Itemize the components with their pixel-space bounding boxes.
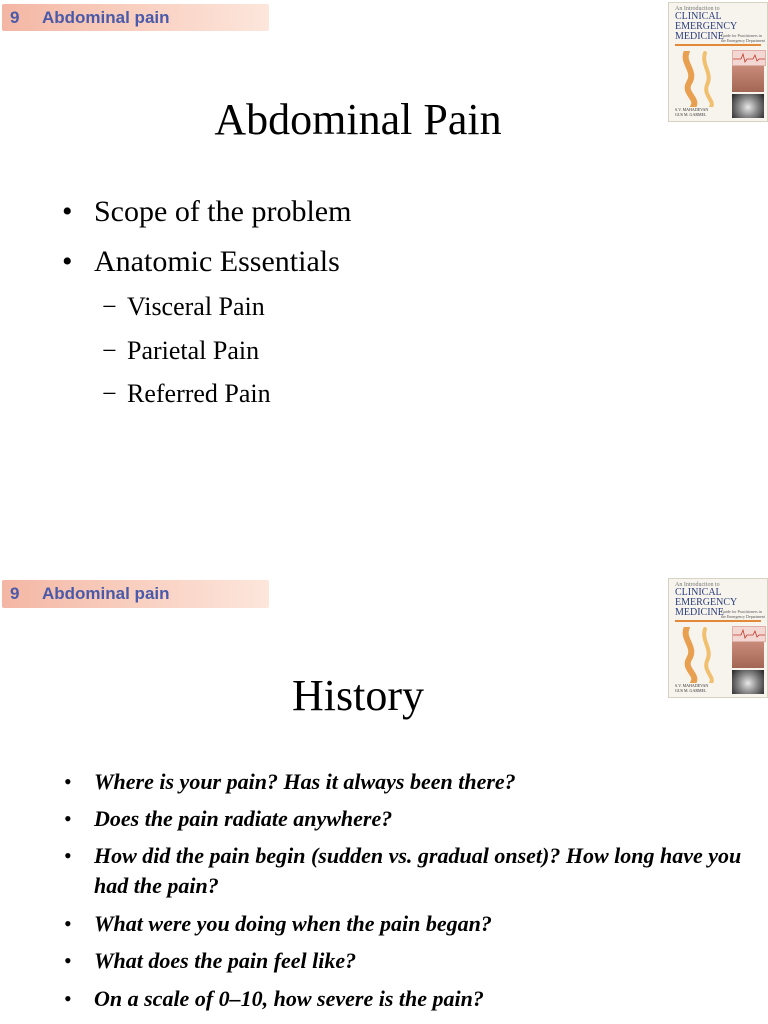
cover-intro: An Introduction to [675,582,720,588]
bullet-marker: • [64,911,72,936]
sub-bullet-text: Referred Pain [127,379,271,408]
sub-bullet-text: Parietal Pain [127,336,260,365]
question-text: Does the pain radiate anywhere? [94,806,393,831]
bullet-marker: • [64,948,72,973]
bullet-text: Scope of the problem [94,195,352,228]
cover-title-line-3: MEDICINE [675,607,724,618]
bullet-marker: • [62,195,73,228]
cover-subtitle: Guide for Practitioners in the Emergency Department [721,33,765,43]
slide-title: Abdominal Pain [214,95,502,144]
cover-authors: S.V. MAHADEVAN GUS M. GARMEL [675,683,709,693]
chapter-banner [2,4,269,31]
cover-title-line-1: CLINICAL [675,11,722,22]
slide-title: History [292,671,424,720]
cover-title-line-2: EMERGENCY [675,597,738,608]
chapter-number: 9 [10,8,20,27]
chest-xray-image [732,94,764,118]
slide-2 [0,512,768,1024]
ecg-illustration [732,50,766,66]
chest-xray-image [732,670,764,694]
dash-marker: − [102,379,117,408]
question-text: How did the pain begin (sudden vs. gradual onset)? How long have you had the pain? [94,843,742,898]
question-text: Where is your pain? Has it always been there? [94,769,516,794]
cover-divider [675,620,761,622]
cover-title-line-1: CLINICAL [675,587,722,598]
chapter-title: Abdominal pain [42,8,170,27]
bullet-marker: • [64,986,72,1011]
sub-bullet-text: Visceral Pain [127,292,265,321]
cover-divider [675,44,761,46]
bullet-marker: • [64,843,72,868]
question-text: What were you doing when the pain began? [94,911,492,936]
abdomen-photo [732,66,764,92]
dash-marker: − [102,336,117,365]
abdomen-photo [732,642,764,668]
ecg-illustration [732,626,766,642]
bullet-marker: • [64,769,72,794]
question-text: On a scale of 0–10, how severe is the pain? [94,986,484,1011]
chapter-number: 9 [10,584,20,603]
cover-authors: S.V. MAHADEVAN GUS M. GARMEL [675,107,709,117]
cover-title-line-2: EMERGENCY [675,21,738,32]
question-text: What does the pain feel like? [94,948,357,973]
cover-intro: An Introduction to [675,6,720,12]
cover-subtitle: Guide for Practitioners in the Emergency Department [721,609,765,619]
chapter-banner [2,580,269,608]
cover-title-line-3: MEDICINE [675,31,724,42]
chapter-title: Abdominal pain [42,584,170,603]
dash-marker: − [102,292,117,321]
bullet-marker: • [62,245,73,278]
bullet-text: Anatomic Essentials [94,245,340,278]
bullet-marker: • [64,806,72,831]
